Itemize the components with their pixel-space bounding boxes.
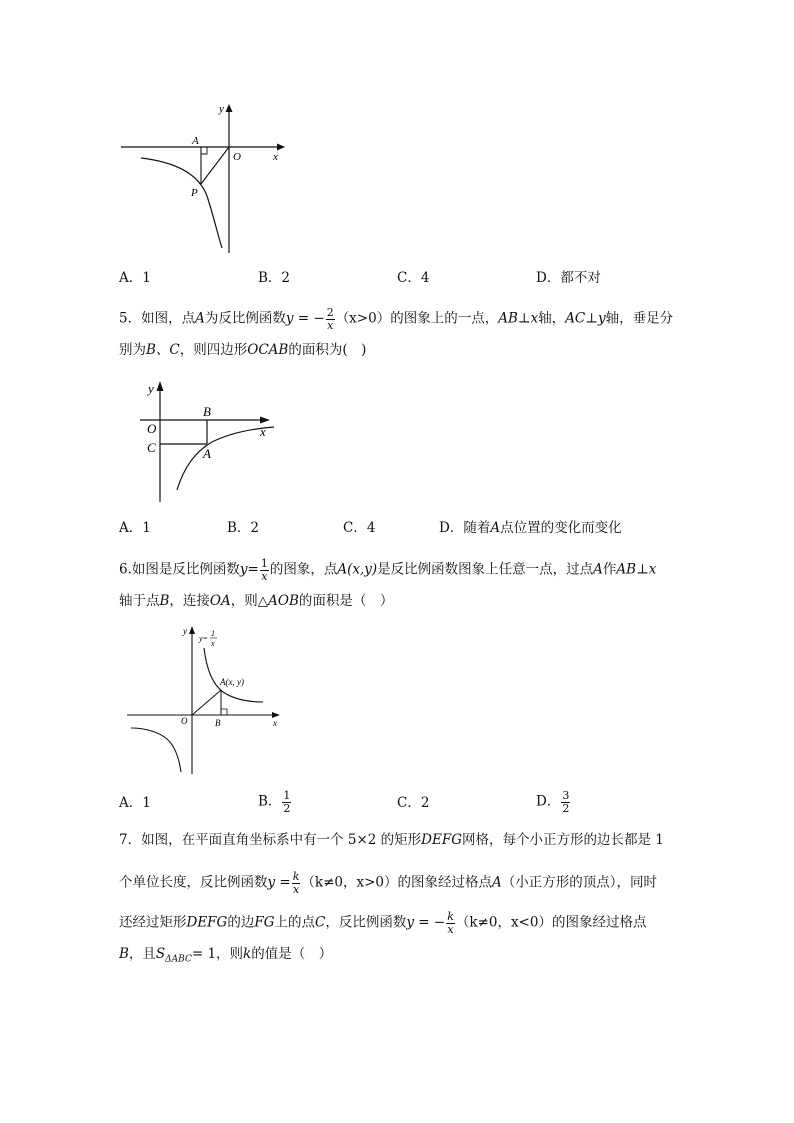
q7-stem-line3	[119, 911, 646, 935]
q5-option-d-rest: 点位置的变化而变化	[500, 520, 622, 536]
q5-label-y: y	[148, 381, 154, 396]
q5-option-d[interactable]	[439, 522, 622, 536]
q7-number: 7．	[119, 832, 142, 848]
q5-y-arrow	[157, 381, 164, 391]
q6-point-b: B	[159, 593, 170, 609]
q6-point: A(x,y)	[337, 561, 378, 578]
q4-y-arrow	[226, 104, 233, 112]
q5-label-c: C	[147, 440, 156, 455]
q7-text: 个单位长度，反比例函数	[119, 874, 268, 891]
q6-label-o: O	[181, 716, 188, 726]
q5-label-o: O	[147, 421, 157, 436]
q6-label-b: B	[215, 718, 221, 728]
q6-point-a: A	[593, 561, 603, 578]
q7-func1-lhs: y =	[267, 874, 291, 891]
q5-text: 的面积为( )	[288, 342, 367, 358]
q5-ab-perp: AB⊥x	[498, 310, 539, 327]
q5-text: 为反比例函数	[204, 310, 286, 327]
q7-text: 如图，在平面直角坐标系中有一个 5×2 的矩形	[141, 832, 422, 848]
q4-label-p: P	[191, 187, 198, 199]
q5-condition: （x>0）	[335, 310, 391, 327]
q7-rect-defg: DEFG	[421, 832, 463, 848]
q7-stem-line1	[119, 834, 664, 848]
q6-segment-oa: OA	[209, 593, 231, 609]
q6-frac-num: 1	[260, 557, 268, 570]
q5-option-d-prefix: D．随着	[439, 520, 491, 536]
q4-option-b[interactable]: B．2	[258, 270, 291, 286]
q7-point-b: B	[119, 946, 129, 962]
q6-func-lhs: y=	[239, 561, 259, 578]
q7-condition-2: （k≠0，x<0）	[455, 914, 552, 931]
q4-label-y: y	[219, 103, 224, 115]
q6-hyperbola-branch-3	[131, 728, 181, 772]
q5-quad-ocab: OCAB	[247, 342, 289, 358]
q5-text: 如图，点	[141, 310, 196, 327]
q5-points-bc: B、C	[146, 342, 180, 358]
q7-condition-1: （k≠0，x>0）	[301, 874, 398, 891]
q4-x-arrow	[277, 144, 285, 151]
q5-label-b: B	[203, 404, 211, 419]
q6-text: 轴于点	[119, 593, 160, 609]
q6-option-c[interactable]: C．2	[397, 795, 430, 811]
q4-label-x: x	[273, 151, 278, 163]
q7-func2-lhs: y = −	[406, 914, 446, 931]
q5-label-x: x	[260, 424, 266, 439]
q7-stem-line2	[119, 871, 657, 895]
q5-figure	[140, 375, 280, 505]
q7-point-a: A	[492, 874, 502, 891]
q6-option-a[interactable]: A．1	[119, 795, 151, 811]
q6-figure	[125, 622, 285, 777]
q4-label-o: O	[233, 151, 241, 163]
q6-stem-line1	[119, 558, 656, 582]
q6-option-b[interactable]	[258, 790, 292, 814]
q7-text: 的边	[227, 914, 255, 931]
q6-right-angle	[221, 709, 227, 715]
q5-frac-num: 2	[326, 306, 334, 319]
q5-text: 的图象上的一点，	[390, 310, 499, 327]
q6-frac-den: x	[261, 569, 268, 583]
q5-stem-line1	[119, 307, 673, 331]
q6-text: ，则△	[230, 593, 269, 609]
q4-label-a: A	[192, 135, 199, 147]
q7-text: = 1，则	[191, 946, 244, 962]
q6-option-d-den: 2	[562, 801, 570, 815]
q5-x-arrow	[260, 417, 270, 424]
q7-text: 的图象经过格点	[397, 874, 493, 891]
q7-k: k	[243, 946, 252, 962]
q5-number: 5．	[119, 310, 142, 327]
q4-option-c[interactable]: C．4	[397, 270, 430, 286]
q7-area-symbol: S	[155, 946, 166, 962]
q5-fraction	[326, 307, 335, 331]
q4-option-d[interactable]: D．都不对	[536, 270, 601, 286]
q6-y-arrow	[189, 626, 195, 634]
q6-label-func-den: x	[211, 639, 215, 648]
q6-triangle-aob: AOB	[268, 593, 299, 609]
q7-text: ，且	[128, 946, 156, 962]
q7-point-c: C	[315, 914, 326, 931]
q5-option-c[interactable]: C．4	[343, 520, 376, 536]
q4-figure	[115, 98, 290, 258]
q6-text: 作	[602, 561, 617, 578]
q5-text: 别为	[119, 342, 146, 358]
q6-number: 6.	[119, 561, 132, 578]
q4-option-a[interactable]: A．1	[119, 270, 151, 286]
q7-func2-num: k	[447, 910, 454, 923]
q5-option-a[interactable]: A．1	[119, 520, 151, 536]
q7-text: 的图象经过格点	[551, 914, 647, 931]
q6-hyperbola-branch-1	[204, 648, 263, 702]
q7-text: 网格，每个小正方形的边长都是 1	[462, 832, 664, 848]
q6-fraction	[260, 558, 269, 582]
q5-option-b[interactable]: B．2	[227, 520, 260, 536]
q7-text: 还经过矩形	[119, 914, 187, 931]
q6-ab-perp: AB⊥x	[616, 561, 657, 578]
q6-segment-oa-line	[192, 690, 221, 715]
q6-text: 是反比例函数图象上任意一点，过点	[377, 561, 594, 578]
q7-side-fg: FG	[254, 914, 275, 931]
q7-text: ，反比例函数	[325, 914, 407, 931]
q6-text: 如图是反比例函数	[131, 561, 240, 578]
q5-text: 轴，垂足分	[605, 310, 674, 327]
q7-func1-fraction	[292, 871, 301, 895]
q5-text: 轴，	[538, 310, 566, 327]
q6-label-point: A(x, y)	[220, 677, 244, 687]
q6-option-b-fraction	[282, 790, 291, 814]
q5-ac-perp: AC⊥y	[565, 310, 606, 327]
q4-right-angle	[201, 147, 207, 154]
q6-option-b-den: 2	[283, 801, 291, 815]
q5-frac-den: x	[327, 318, 334, 332]
q7-text: 的值是（ ）	[251, 946, 333, 962]
q7-func2-den: x	[447, 922, 454, 936]
q5-point-a: A	[195, 310, 205, 327]
q7-func1-num: k	[292, 870, 300, 883]
q7-text: 上的点	[274, 914, 315, 931]
q6-label-func-num: 1	[211, 629, 215, 638]
q7-func2-fraction	[446, 911, 455, 935]
q6-label-func: y=	[199, 634, 208, 643]
q6-option-d-fraction	[561, 790, 570, 814]
q6-option-d-prefix: D．	[536, 793, 561, 810]
q6-text: 的图象，点	[269, 561, 338, 578]
q6-text: ，连接	[169, 593, 210, 609]
q7-func1-den: x	[292, 882, 300, 896]
q4-segment-po	[201, 147, 229, 184]
q7-text: （小正方形的顶点），同时	[501, 874, 658, 891]
q6-text: 的面积是（ ）	[298, 593, 394, 609]
q7-stem-line4	[119, 948, 332, 965]
q6-label-x: x	[273, 718, 277, 728]
q7-area-subscript: ΔABC	[165, 954, 192, 965]
q6-option-b-num: 1	[283, 789, 291, 802]
q5-stem-line2	[119, 344, 366, 358]
q6-option-d-num: 3	[562, 789, 570, 802]
q5-text: ，则四边形	[179, 342, 248, 358]
q6-option-d[interactable]	[536, 790, 571, 814]
q5-func-lhs: y = −	[285, 310, 325, 327]
q7-rect-defg-2: DEFG	[186, 914, 228, 931]
q6-stem-line2	[119, 595, 393, 609]
q5-option-d-point: A	[490, 520, 501, 536]
q6-label-y: y	[183, 626, 187, 636]
q5-label-a: A	[203, 446, 211, 461]
q6-option-b-prefix: B．	[258, 793, 282, 810]
